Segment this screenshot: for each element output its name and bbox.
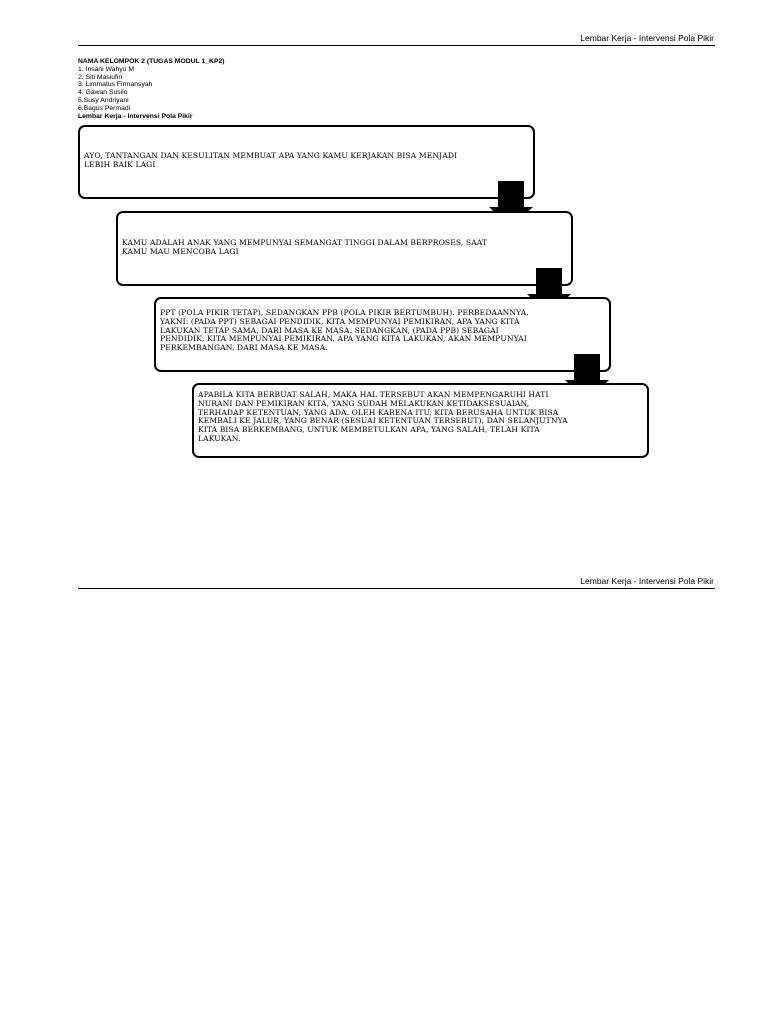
flow-step-text-3: PPT (POLA PIKIR TETAP), SEDANGKAN PPB (POLA PIKIR BERTUMBUH). PERBEDAANNYA, YAKNI: (PADA PPT) SEBAGAI PENDIDIK, KITA MEMPUNYAI PEMIKIRAN, APA YANG KITA LAKUKAN TETAP SAMA, DARI MASA KE MASA. SEDANGKAN, (PADA PPB) SEBAGAI PENDIDIK, KITA MEMPUNYAI PEMIKIRAN, APA YANG KITA LAKUKAN, AKAN MEMPUNYAI PERKEMBANGAN, DARI MASA KE MASA. [160,308,529,353]
group-member: 5.Susy Andriyani [78,96,129,104]
group-member: 6.Bagus Permadi [78,104,131,112]
page-footer-title: Lembar Kerja - Intervensi Pola Pikir [580,576,714,586]
group-member: 1. Insani Wahyu M [78,65,135,73]
flow-step-text-1: AYO, TANTANGAN DAN KESULITAN MEMBUAT APA YANG KAMU KERJAKAN BISA MENJADI LEBIH BAIK LAGI [84,151,458,169]
flow-step-text-4: APABILA KITA BERBUAT SALAH, MAKA HAL TERSEBUT AKAN MEMPENGARUHI HATI NURANI DAN PEMIKIRAN KITA, YANG SUDAH MELAKUKAN KETIDAKSESUAIAN, TERHADAP KETENTUAN, YANG ADA. OLEH KARENA ITU, KITA BERUSAHA UNTUK BISA KEMBALI KE JALUR, YANG BENAR (SESUAI KETENTUAN TERSEBUT), DAN SELANJUTNYA KITA BISA BERKEMBANG, UNTUK MEMBETULKAN APA, YANG SALAH, TELAH KITA LAKUKAN. [198,390,568,443]
group-member: 2. Siti Masiufin [78,73,123,81]
flow-step-text-2: KAMU ADALAH ANAK YANG MEMPUNYAI SEMANGAT TINGGI DALAM BERPROSES, SAAT KAMU MAU MENCOBA LAGI [122,238,488,256]
group-info [78,58,225,120]
worksheet-subtitle: Lembar Kerja - Intervensi Pola Pikir [78,112,193,120]
group-member: 3. Limmatus Firmansyah [78,81,153,89]
page-header-rule [78,45,715,46]
group-heading: NAMA KELOMPOK 2 (TUGAS MODUL 1_KP2) [78,58,225,65]
page-header-title: Lembar Kerja - Intervensi Pola Pikir [580,33,714,43]
page-footer-rule [78,588,715,589]
group-member: 4. Gawan Susilo [78,89,128,97]
